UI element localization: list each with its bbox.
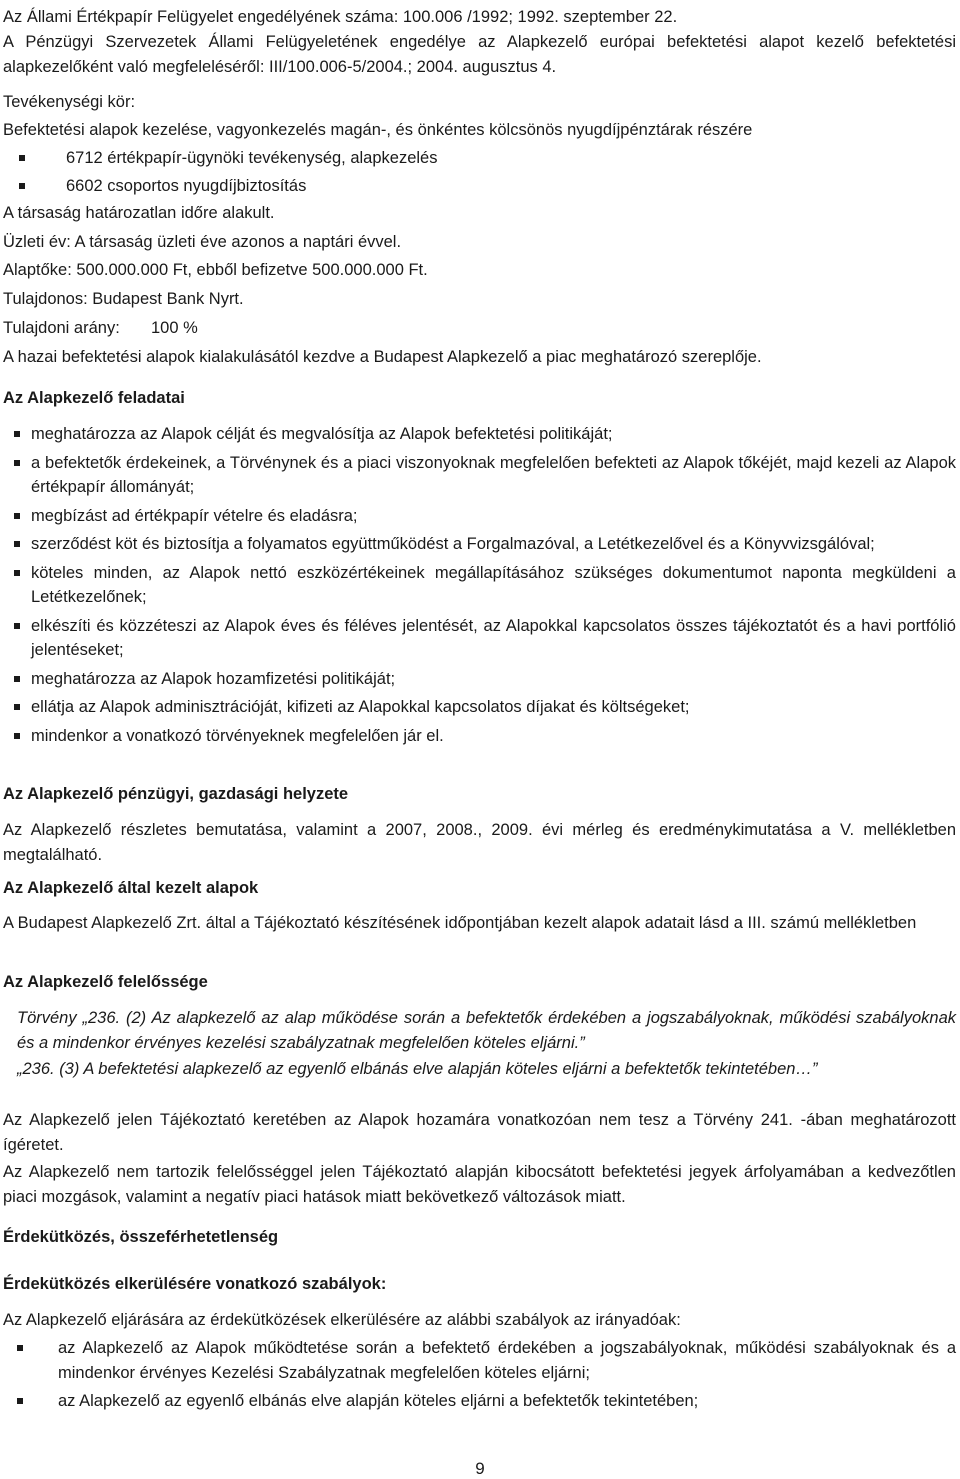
list-item-text: szerződést köt és biztosítja a folyamatos együttműködést a Forgalmazóval, a Letétkezelővel és a Könyvvizsgálóval;: [31, 535, 875, 553]
list-item-text: ellátja az Alapok adminisztrációját, kifizeti az Alapokkal kapcsolatos díjakat és költségeket;: [31, 698, 690, 716]
list-item: [3, 561, 956, 610]
square-bullet-icon: [14, 733, 20, 739]
list-item: [3, 504, 956, 529]
conflict-rules-list: [3, 1336, 956, 1414]
square-bullet-icon: [14, 570, 20, 576]
list-item: [3, 695, 956, 720]
license-aef: Az Állami Értékpapír Felügyelet engedélyének száma: 100.006 /1992; 1992. szeptember 22.: [3, 8, 678, 26]
square-bullet-icon: [14, 704, 20, 710]
license-pszaf: A Pénzügyi Szervezetek Állami Felügyeletének engedélye az Alapkezelő európai befektetési alapot kezelő befektetési alapkezelőként való megfeleléséről: III/100.006-5/2004.; 2004. augusztus 4.: [3, 33, 956, 76]
square-bullet-icon: [17, 1398, 23, 1404]
list-item: [3, 451, 956, 500]
list-item: [3, 146, 956, 174]
list-item-text: 6602 csoportos nyugdíjbiztosítás: [66, 177, 307, 195]
list-item: [3, 724, 956, 749]
list-item-text: megbízást ad értékpapír vételre és eladásra;: [31, 506, 358, 525]
square-bullet-icon: [19, 183, 25, 189]
list-item-text: az Alapkezelő az egyenlő elbánás elve alapján köteles eljárni a befektetők tekintetében;: [58, 1392, 699, 1410]
law-quote-236-2: Törvény „236. (2) Az alapkezelő az alap működése során a befektetők érdekében a jogszabályoknak, működési szabályoknak és a mindenkor érvényes kezelési szabályzatnak megfelelően köteles eljárni.”: [17, 1009, 956, 1052]
section-heading-conflict: Érdekütközés, összeférhetetlenség: [3, 1228, 279, 1246]
list-item: [3, 1389, 956, 1414]
capital-text: Alaptőke: 500.000.000 Ft, ebből befizetve 500.000.000 Ft.: [3, 261, 428, 279]
square-bullet-icon: [14, 676, 20, 682]
tasks-list: [3, 422, 956, 748]
section-heading-responsibility: Az Alapkezelő felelőssége: [3, 973, 208, 991]
list-item: [3, 1336, 956, 1385]
square-bullet-icon: [17, 1345, 23, 1351]
ownership-label: Tulajdoni arány:: [3, 319, 120, 337]
list-item: [3, 614, 956, 663]
ownership-value: 100 %: [150, 319, 198, 337]
list-item-text: az Alapkezelő az Alapok működtetése során a befektető érdekében a jogszabályoknak, működési szabályoknak és a mindenkor érvényes Kezelési Szabályzatnak megfelelően köteles eljárni;: [58, 1339, 956, 1382]
list-item-text: 6712 értékpapír-ügynöki tevékenység, alapkezelés: [66, 149, 438, 167]
section-heading-financial: Az Alapkezelő pénzügyi, gazdasági helyzete: [3, 785, 349, 803]
list-item: [3, 422, 956, 447]
owner-text: Tulajdonos: Budapest Bank Nyrt.: [3, 290, 244, 308]
responsibility-text-2: Az Alapkezelő nem tartozik felelősséggel jelen Tájékoztató alapján kibocsátott befektetési jegyek árfolyamában a kedvezőtlen piaci mozgások, valamint a negatív piaci hatások miatt bekövetkező változások miatt.: [3, 1163, 956, 1206]
activity-text: Befektetési alapok kezelése, vagyonkezelés magán-, és önkéntes kölcsönös nyugdíjpénztárak részére: [3, 121, 753, 139]
square-bullet-icon: [14, 460, 20, 466]
square-bullet-icon: [14, 513, 20, 519]
square-bullet-icon: [14, 541, 20, 547]
section-heading-funds: Az Alapkezelő által kezelt alapok: [3, 879, 259, 897]
business-year-text: Üzleti év: A társaság üzleti éve azonos a naptári évvel.: [3, 233, 402, 251]
list-item-text: meghatározza az Alapok hozamfizetési politikáját;: [31, 669, 396, 688]
subheading-conflict-rules: Érdekütközés elkerülésére vonatkozó szabályok:: [3, 1275, 387, 1293]
list-item-text: a befektetők érdekeinek, a Törvénynek és a piaci viszonyoknak megfelelően befekteti az Alapok tőkéjét, majd kezeli az Alapok értékpapír állományát;: [31, 453, 956, 496]
section-heading-tasks: Az Alapkezelő feladatai: [3, 389, 185, 407]
law-quote-236-3: „236. (3) A befektetési alapkezelő az egyenlő elbánás elve alapján köteles eljárni a befektetők tekintetében…”: [17, 1060, 818, 1078]
square-bullet-icon: [19, 155, 25, 161]
ownership-row: [3, 316, 956, 341]
conflict-intro: Az Alapkezelő eljárására az érdekütközések elkerülésére az alábbi szabályok az irányadóak:: [3, 1311, 681, 1329]
list-item: [3, 667, 956, 692]
duration-text: A társaság határozatlan időre alakult.: [3, 204, 275, 222]
financial-text: Az Alapkezelő részletes bemutatása, valamint a 2007, 2008., 2009. évi mérleg és eredménykimutatása a V. mellékletben megtalálható.: [3, 821, 956, 864]
activity-label: Tevékenységi kör:: [3, 93, 136, 111]
list-item-text: meghatározza az Alapok célját és megvalósítja az Alapok befektetési politikáját;: [31, 425, 613, 443]
activity-list: [3, 146, 956, 202]
list-item: [3, 174, 956, 202]
square-bullet-icon: [14, 431, 20, 437]
funds-text: A Budapest Alapkezelő Zrt. által a Tájékoztató készítésének időpontjában kezelt alapok adatait lásd a III. számú mellékletben: [3, 914, 917, 932]
page-number: 9: [475, 1459, 485, 1478]
list-item-text: köteles minden, az Alapok nettó eszközértékeinek megállapításához szükséges dokumentumot naponta megküldeni a Letétkezelőnek;: [31, 563, 956, 606]
list-item: [3, 532, 956, 557]
list-item-text: mindenkor a vonatkozó törvényeknek megfelelően jár el.: [31, 726, 444, 745]
market-role-text: A hazai befektetési alapok kialakulásától kezdve a Budapest Alapkezelő a piac meghatározó szereplője.: [3, 348, 762, 366]
list-item-text: elkészíti és közzéteszi az Alapok éves és féléves jelentését, az Alapokkal kapcsolatos összes tájékoztatót és a havi portfólió jelentéseket;: [31, 616, 956, 659]
square-bullet-icon: [14, 623, 20, 629]
responsibility-text-1: Az Alapkezelő jelen Tájékoztató keretében az Alapok hozamára vonatkozóan nem tesz a Törvény 241. -ában meghatározott ígéretet.: [3, 1111, 956, 1154]
